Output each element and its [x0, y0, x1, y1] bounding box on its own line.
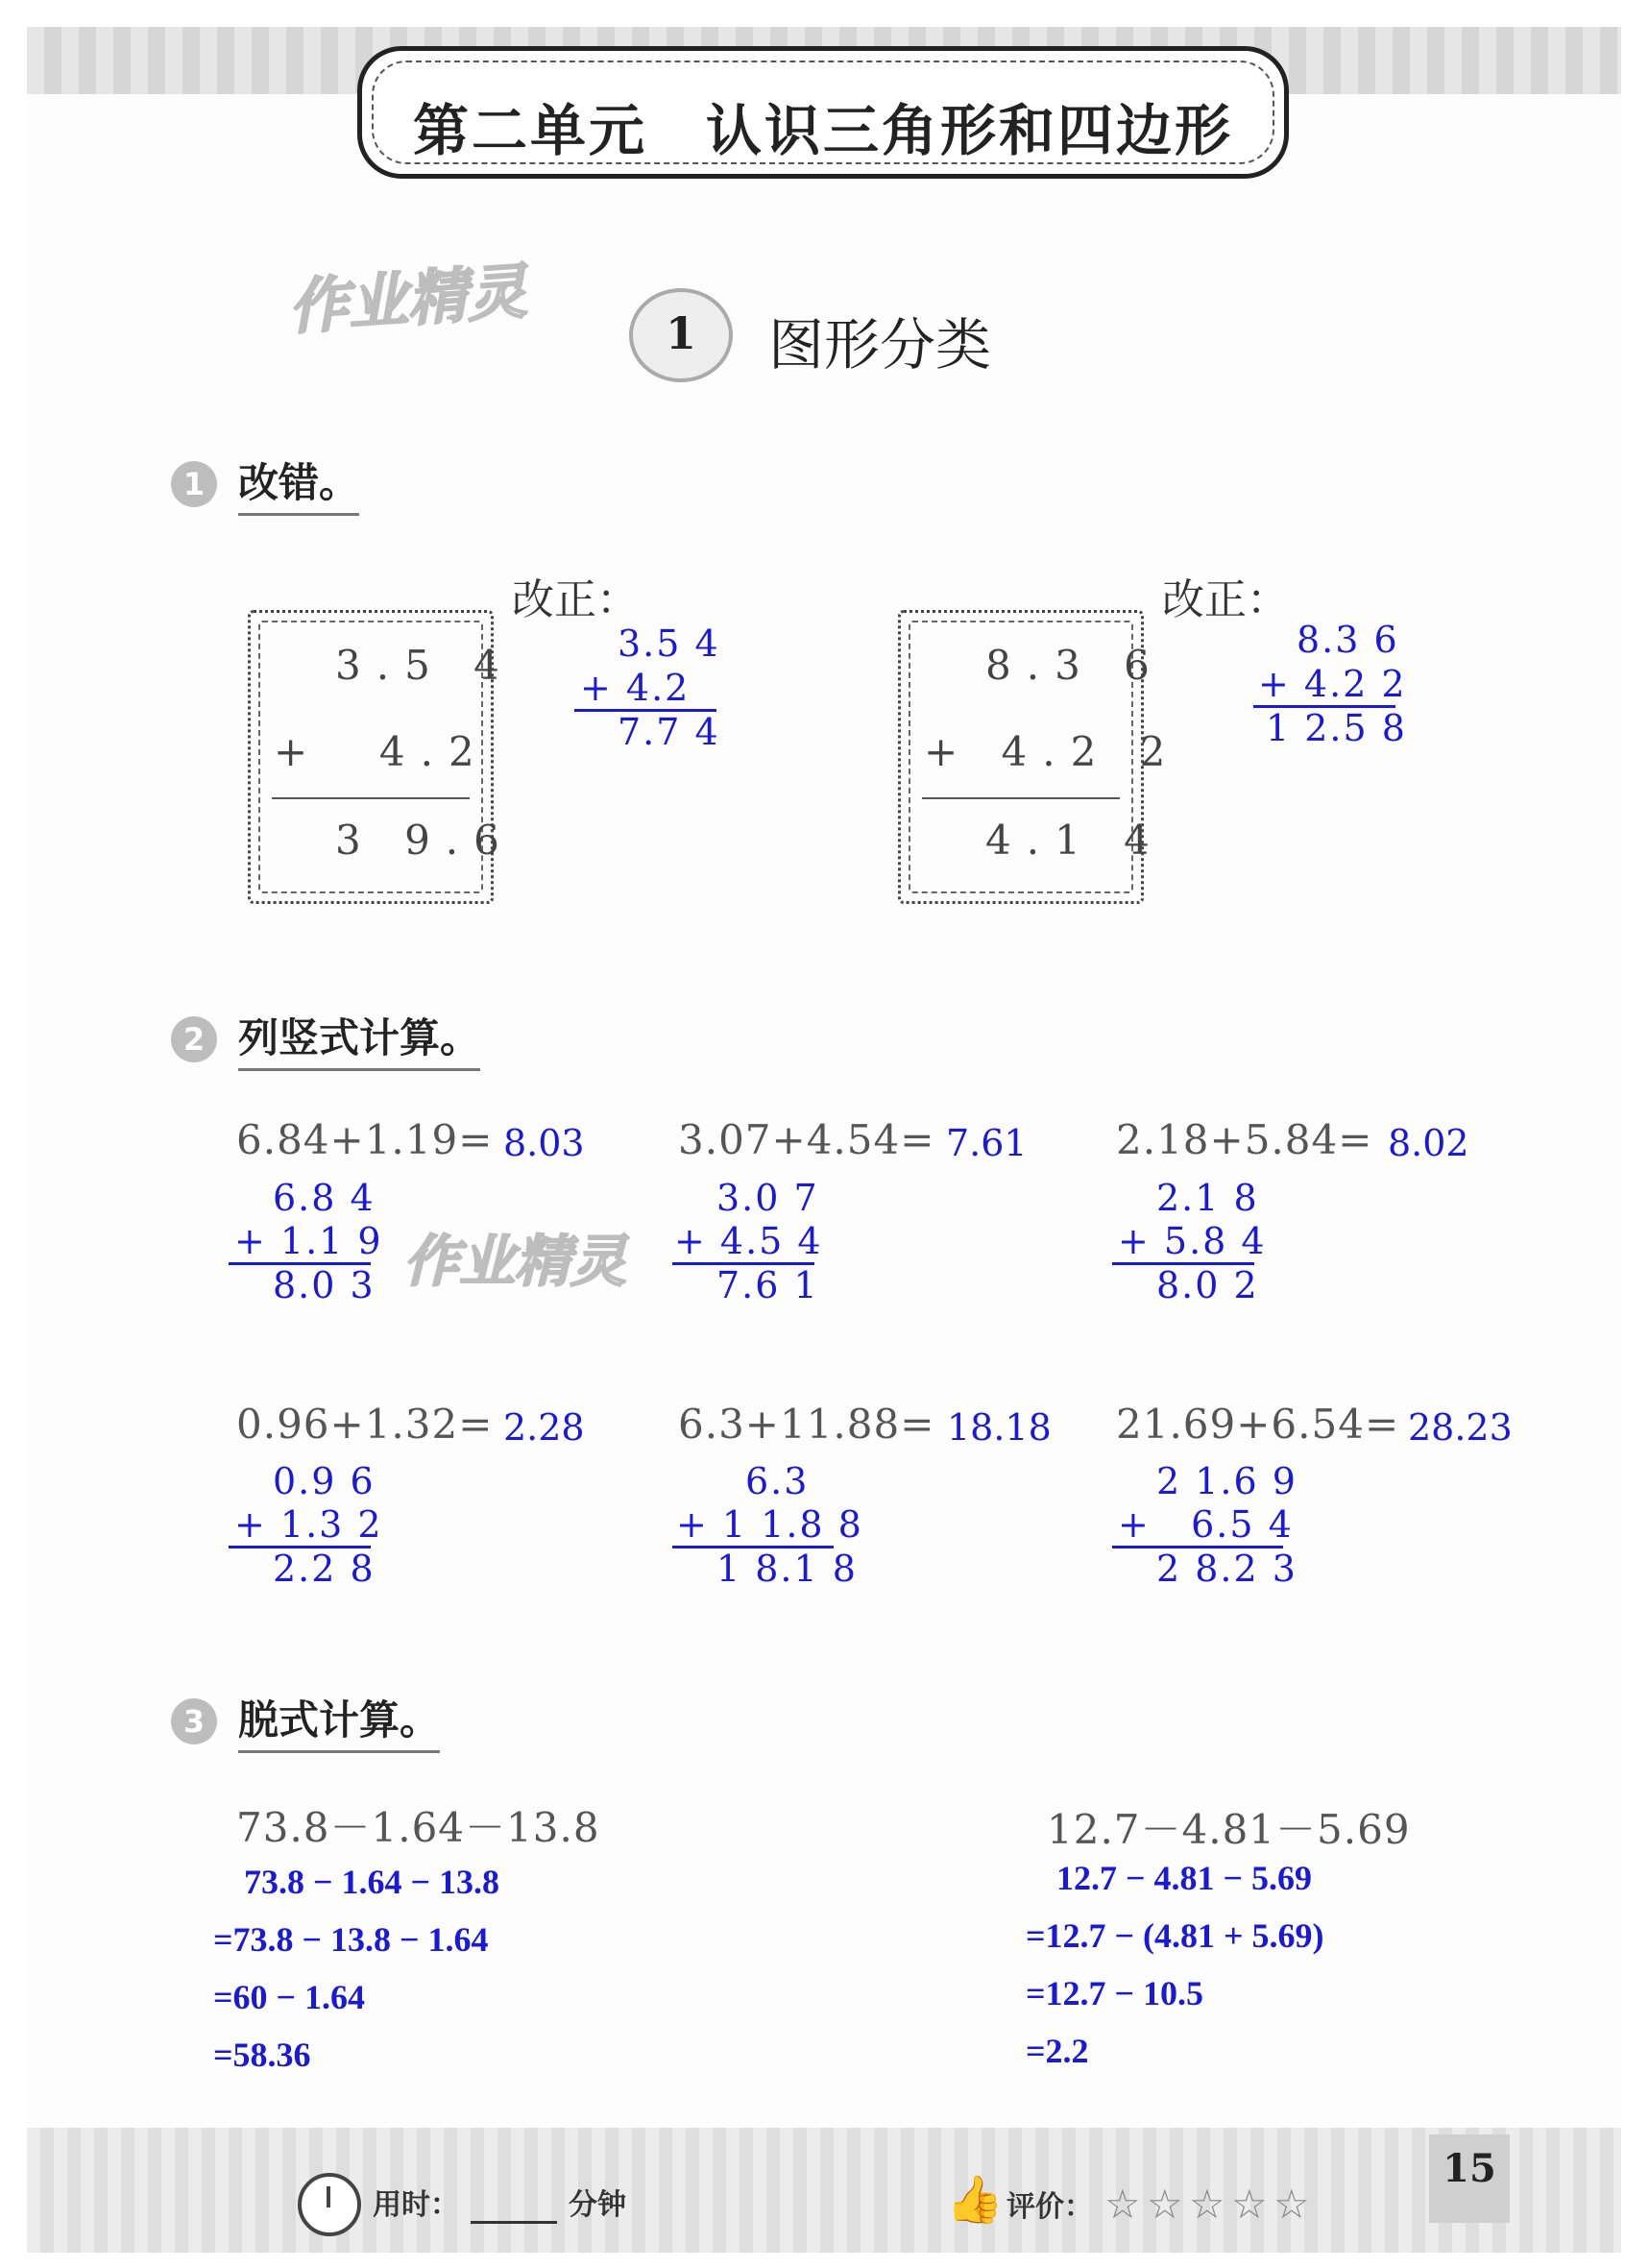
fix-sum: 1 2.5 8 — [1266, 707, 1407, 749]
vertical-a: 6.8 4 — [273, 1177, 376, 1219]
wrong-line-1: 8.3 6 — [985, 642, 1165, 689]
vertical-b: + 4.5 4 — [674, 1220, 823, 1262]
problem-answer: 8.03 — [503, 1122, 585, 1164]
watermark: 作业精灵 — [286, 256, 529, 343]
watermark: 作业精灵 — [403, 1229, 627, 1294]
vertical-a: 2.1 8 — [1156, 1177, 1259, 1219]
solution-step: =73.8 − 13.8 − 1.64 — [213, 1920, 489, 1959]
wrong-rule — [922, 797, 1120, 799]
solution-step: =12.7 − 10.5 — [1026, 1974, 1204, 2012]
section-1-title: 改错。 — [238, 451, 359, 516]
problem-expression: 2.18+5.84= — [1116, 1116, 1373, 1163]
problem-expression: 3.07+4.54= — [678, 1116, 935, 1163]
section-3-title: 脱式计算。 — [238, 1689, 440, 1753]
vertical-a: 3.0 7 — [716, 1177, 819, 1219]
vertical-b: + 1 1.8 8 — [676, 1503, 863, 1546]
vertical-b: + 6.5 4 — [1118, 1503, 1294, 1546]
problem-answer: 18.18 — [947, 1406, 1052, 1449]
fix-a: 3.5 4 — [618, 622, 720, 665]
wrong-work-box — [248, 610, 515, 904]
rating-label: 评价： — [1006, 2190, 1093, 2224]
stopwatch-icon — [298, 2173, 361, 2236]
solution-step: =2.2 — [1026, 2032, 1089, 2070]
rating-star[interactable]: ☆ — [1104, 2181, 1141, 2228]
fix-sum: 7.7 4 — [618, 711, 720, 753]
correction-label: 改正： — [512, 575, 639, 624]
vertical-a: 6.3 — [745, 1460, 810, 1502]
correction-label: 改正： — [1162, 575, 1289, 624]
problem-expression: 21.69+6.54= — [1116, 1401, 1400, 1448]
wrong-line-2: + 4.2 2 — [924, 728, 1181, 775]
rating-star[interactable]: ☆ — [1189, 2181, 1225, 2228]
problem-expression: 73.8－1.64－13.8 — [236, 1804, 600, 1851]
lesson-number: 1 — [665, 307, 696, 359]
vertical-sum: 2 8.2 3 — [1156, 1548, 1297, 1590]
time-blank — [471, 2221, 557, 2224]
solution-step: =12.7 − (4.81 + 5.69) — [1026, 1916, 1324, 1955]
page-number-tab — [1429, 2134, 1510, 2223]
wrong-result: 4.1 4 — [985, 817, 1165, 864]
wrong-result: 3 9.6 — [335, 817, 515, 864]
section-3-icon: 3 — [171, 1698, 217, 1744]
unit-title: 第二单元 认识三角形和四边形 — [412, 98, 1233, 163]
problem-expression: 6.3+11.88= — [678, 1401, 935, 1448]
rating-star[interactable]: ☆ — [1273, 2181, 1310, 2228]
vertical-sum: 1 8.1 8 — [716, 1548, 858, 1590]
wrong-line-2: + 4.2 — [274, 728, 490, 775]
time-unit: 分钟 — [569, 2188, 626, 2222]
solution-step: 12.7 − 4.81 − 5.69 — [1056, 1859, 1313, 1897]
problem-answer: 28.23 — [1408, 1406, 1513, 1449]
rating-star[interactable]: ☆ — [1231, 2181, 1268, 2228]
problem-answer: 7.61 — [946, 1122, 1028, 1164]
problem-answer: 8.02 — [1388, 1122, 1469, 1164]
fix-b: + 4.2 — [580, 667, 691, 709]
solution-step: =58.36 — [213, 2036, 311, 2074]
wrong-line-1: 3.5 4 — [335, 642, 515, 689]
vertical-sum: 7.6 1 — [716, 1264, 819, 1306]
vertical-a: 2 1.6 9 — [1156, 1460, 1297, 1502]
vertical-b: + 1.3 2 — [234, 1503, 383, 1546]
vertical-sum: 8.0 2 — [1156, 1264, 1259, 1306]
problem-expression: 6.84+1.19= — [236, 1116, 494, 1163]
problem-expression: 0.96+1.32= — [236, 1401, 494, 1448]
section-2-title: 列竖式计算。 — [238, 1007, 480, 1071]
wrong-rule — [272, 797, 470, 799]
unit-title-frame — [357, 46, 1289, 179]
solution-step: =60 − 1.64 — [213, 1978, 366, 2016]
wrong-work-box — [898, 610, 1181, 904]
fix-b: + 4.2 2 — [1258, 663, 1407, 705]
solution-step: 73.8 − 1.64 − 13.8 — [244, 1863, 500, 1901]
rating-star[interactable]: ☆ — [1147, 2181, 1183, 2228]
thumbs-up-icon: 👍 — [946, 2173, 1004, 2227]
fix-a: 8.3 6 — [1297, 619, 1399, 661]
vertical-b: + 5.8 4 — [1118, 1220, 1267, 1262]
problem-answer: 2.28 — [503, 1406, 585, 1449]
page-number: 15 — [1443, 2146, 1496, 2191]
footer-decoration — [27, 2128, 1621, 2253]
vertical-sum: 2.2 8 — [273, 1548, 376, 1590]
vertical-b: + 1.1 9 — [234, 1220, 383, 1262]
vertical-a: 0.9 6 — [273, 1460, 376, 1502]
problem-expression: 12.7－4.81－5.69 — [1047, 1806, 1411, 1853]
section-1-icon: 1 — [171, 461, 217, 507]
section-2-icon: 2 — [171, 1016, 217, 1062]
vertical-sum: 8.0 3 — [273, 1264, 376, 1306]
stopwatch-hand — [327, 2186, 330, 2207]
lesson-title: 图形分类 — [768, 312, 992, 378]
lesson-number-badge — [629, 288, 733, 382]
time-label: 用时： — [373, 2188, 459, 2222]
